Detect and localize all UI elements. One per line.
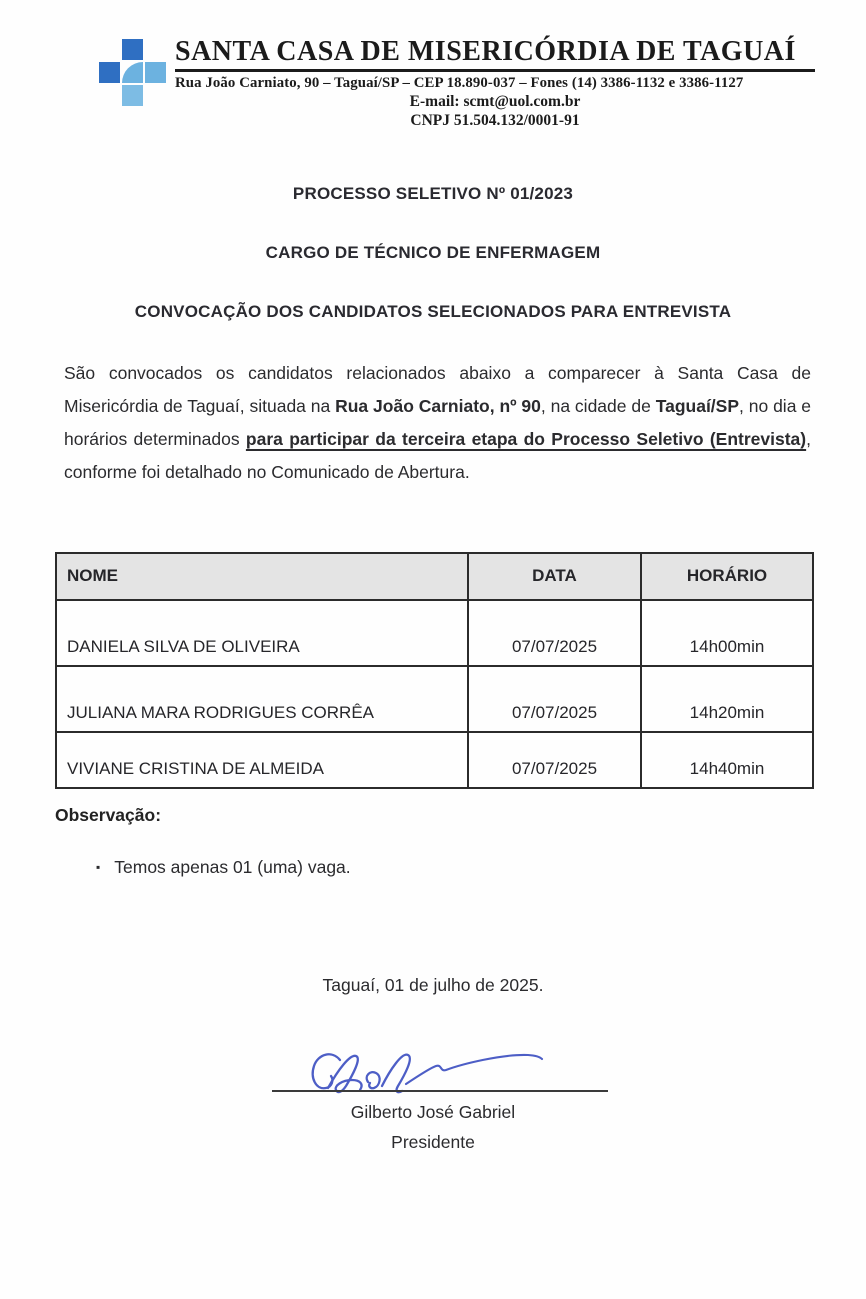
cell-data: 07/07/2025 bbox=[468, 600, 641, 666]
table-row bbox=[56, 600, 813, 666]
paragraph-segment: , conforme foi detalhado no Comunicado de Abertura. bbox=[64, 428, 811, 482]
signature-scribble bbox=[302, 1042, 552, 1104]
title-convocacao: CONVOCAÇÃO DOS CANDIDATOS SELECIONADOS PARA ENTREVISTA bbox=[134, 301, 732, 321]
signer-name: Gilberto José Gabriel bbox=[350, 1101, 516, 1122]
column-header-nome: NOME bbox=[56, 553, 468, 600]
email-line: E-mail: scmt@uol.com.br bbox=[409, 92, 581, 110]
column-header-horario: HORÁRIO bbox=[641, 553, 813, 600]
title-processo-seletivo: PROCESSO SELETIVO Nº 01/2023 bbox=[292, 183, 574, 203]
signer-title: Presidente bbox=[391, 1131, 475, 1152]
cell-data: 07/07/2025 bbox=[468, 732, 641, 788]
paragraph-segment: São convocados os candidatos relacionados abaixo a comparecer à Santa Casa de Misericórdia de Taguaí, situada na bbox=[64, 362, 811, 416]
cell-horario: 14h00min bbox=[641, 600, 813, 666]
observation-text: Temos apenas 01 (uma) vaga. bbox=[114, 856, 351, 877]
cell-data: 07/07/2025 bbox=[468, 666, 641, 732]
paragraph-bold-address: Rua João Carniato, nº 90 bbox=[335, 395, 541, 416]
table-header-row bbox=[56, 553, 813, 600]
blue-cross-logo-icon bbox=[99, 39, 166, 106]
date-line: Taguaí, 01 de julho de 2025. bbox=[322, 974, 544, 995]
table-row bbox=[56, 732, 813, 788]
square-bullet-icon: ▪ bbox=[96, 860, 101, 875]
table-row bbox=[56, 666, 813, 732]
letterhead bbox=[0, 0, 866, 130]
letterhead-text bbox=[175, 37, 815, 130]
signature-line bbox=[272, 1090, 608, 1092]
candidates-table bbox=[55, 552, 814, 789]
cell-nome: DANIELA SILVA DE OLIVEIRA bbox=[56, 600, 468, 666]
title-cargo: CARGO DE TÉCNICO DE ENFERMAGEM bbox=[265, 242, 601, 262]
cell-horario: 14h20min bbox=[641, 666, 813, 732]
signature-block bbox=[0, 1042, 866, 1153]
body-paragraph bbox=[64, 357, 811, 489]
paragraph-bold-underlined-stage: para participar da terceira etapa do Processo Seletivo (Entrevista) bbox=[245, 428, 807, 449]
cell-horario: 14h40min bbox=[641, 732, 813, 788]
observation-item bbox=[96, 857, 866, 878]
column-header-data: DATA bbox=[468, 553, 641, 600]
paragraph-segment: , no dia e horários determinados bbox=[64, 395, 812, 449]
paragraph-bold-city: Taguaí/SP bbox=[655, 395, 740, 416]
cell-nome: VIVIANE CRISTINA DE ALMEIDA bbox=[56, 732, 468, 788]
paragraph-segment: , na cidade de bbox=[540, 395, 656, 416]
cnpj-line: CNPJ 51.504.132/0001-91 bbox=[410, 111, 580, 129]
org-name: SANTA CASA DE MISERICÓRDIA DE TAGUAÍ bbox=[175, 37, 815, 72]
cell-nome: JULIANA MARA RODRIGUES CORRÊA bbox=[56, 666, 468, 732]
observation-label: Observação: bbox=[55, 804, 162, 825]
address-line: Rua João Carniato, 90 – Taguaí/SP – CEP 18.890-037 – Fones (14) 3386-1132 e 3386-1127 bbox=[175, 74, 744, 91]
